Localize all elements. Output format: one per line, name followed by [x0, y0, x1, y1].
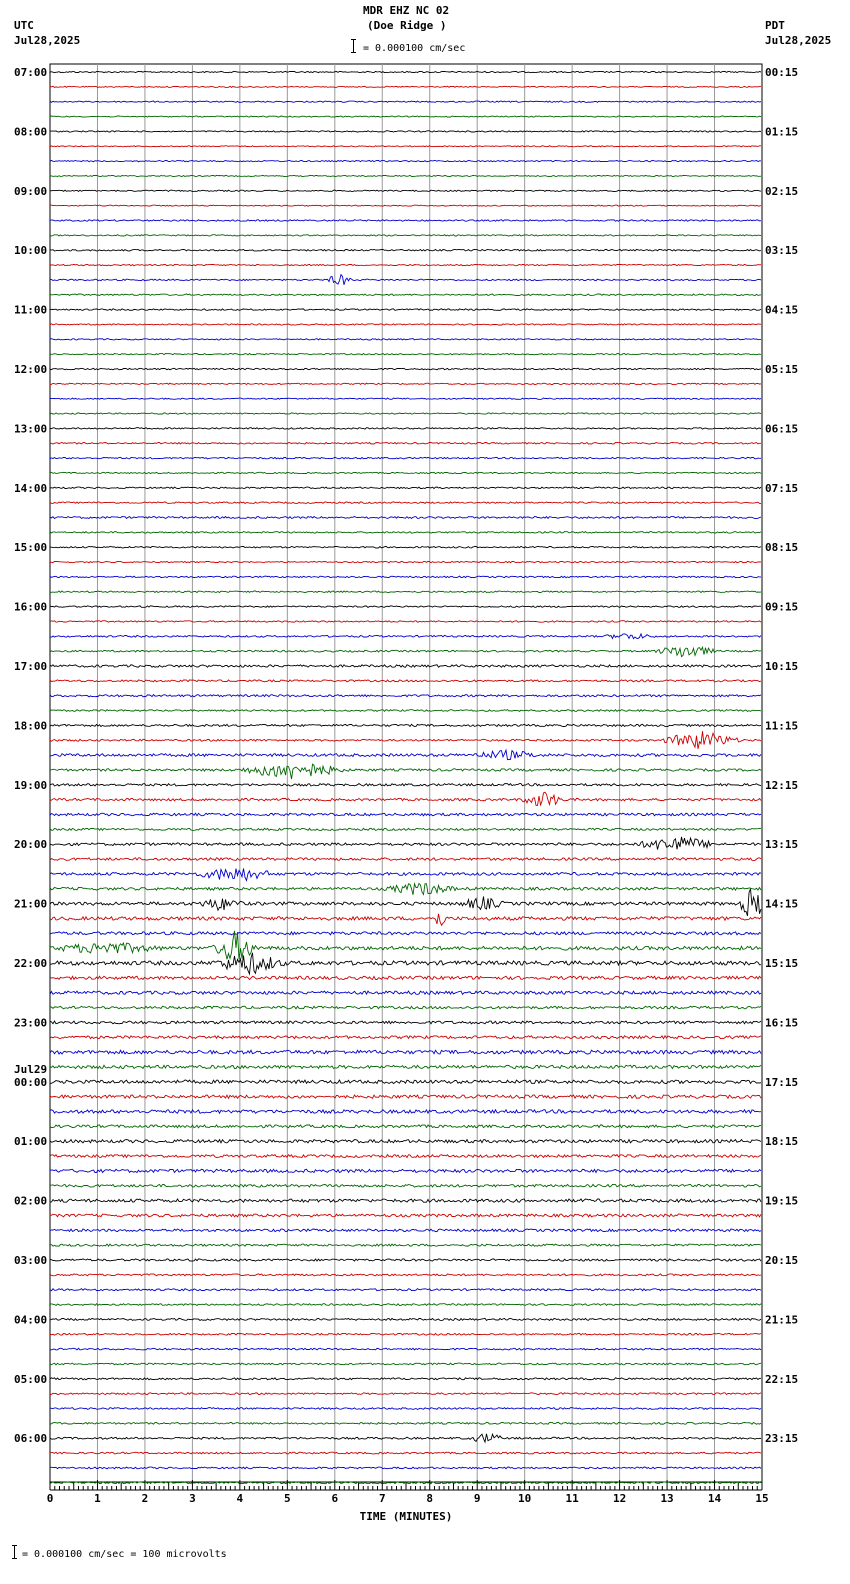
- utc-hour-label: 02:00: [14, 1194, 48, 1208]
- pdt-hour-label: 18:15: [765, 1135, 799, 1149]
- trace-93: [50, 1452, 761, 1454]
- trace-11: [50, 235, 761, 236]
- trace-62: [50, 991, 761, 994]
- trace-23: [50, 413, 761, 414]
- trace-73: [50, 1155, 761, 1158]
- pdt-hour-label: 03:15: [765, 244, 799, 258]
- trace-17: [50, 324, 761, 325]
- x-tick-label: 7: [378, 1492, 386, 1505]
- plot-frame: [50, 64, 762, 1482]
- trace-81: [50, 1274, 761, 1276]
- trace-19: [50, 354, 761, 355]
- pdt-hour-label: 05:15: [765, 363, 799, 376]
- trace-77: [50, 1214, 761, 1217]
- trace-58: [50, 932, 761, 935]
- trace-83: [50, 1304, 761, 1306]
- utc-date-label: Jul29: [14, 1062, 48, 1076]
- trace-28: [50, 487, 761, 489]
- trace-12: [50, 249, 761, 251]
- pdt-hour-label: 15:15: [765, 957, 799, 970]
- trace-67: [50, 1065, 761, 1068]
- utc-hour-label: 01:00: [14, 1135, 48, 1149]
- trace-24: [50, 428, 761, 430]
- utc-hour-label: 04:00: [14, 1313, 48, 1327]
- trace-38: [50, 634, 761, 639]
- utc-hour-label: 10:00: [14, 244, 48, 258]
- pdt-hour-label: 14:15: [765, 897, 799, 911]
- trace-54: [50, 869, 761, 881]
- utc-hour-label: 15:00: [14, 541, 48, 555]
- x-tick-label: 3: [189, 1492, 196, 1505]
- x-tick-label: 11: [565, 1492, 579, 1505]
- left-date: Jul28,2025: [14, 34, 81, 47]
- trace-71: [50, 1125, 761, 1128]
- trace-45: [50, 731, 761, 749]
- x-tick-label: 15: [755, 1492, 769, 1505]
- trace-53: [50, 858, 761, 861]
- trace-57: [50, 914, 761, 925]
- utc-hour-label: 21:00: [14, 897, 48, 911]
- location-title: (Doe Ridge ): [367, 19, 447, 32]
- trace-27: [50, 472, 761, 473]
- trace-80: [50, 1259, 761, 1261]
- x-tick-label: 13: [660, 1492, 674, 1505]
- x-tick-label: 4: [236, 1492, 244, 1505]
- pdt-hour-label: 20:15: [765, 1254, 799, 1267]
- pdt-hour-label: 06:15: [765, 422, 799, 436]
- trace-33: [50, 561, 761, 562]
- trace-7: [50, 175, 761, 176]
- pdt-hour-label: 23:15: [765, 1432, 799, 1446]
- trace-91: [50, 1423, 761, 1425]
- pdt-hour-label: 07:15: [765, 481, 799, 495]
- trace-37: [50, 621, 761, 623]
- trace-90: [50, 1408, 761, 1410]
- x-tick-label: 12: [612, 1492, 627, 1505]
- trace-72: [50, 1140, 761, 1143]
- x-tick-label: 1: [94, 1492, 101, 1505]
- trace-21: [50, 383, 761, 384]
- trace-76: [50, 1199, 761, 1202]
- trace-68: [50, 1080, 761, 1084]
- trace-22: [50, 398, 761, 399]
- trace-88: [50, 1378, 761, 1380]
- left-timezone: UTC: [14, 19, 34, 32]
- utc-hour-label: 14:00: [14, 481, 48, 495]
- trace-92: [50, 1434, 761, 1442]
- trace-41: [50, 680, 761, 682]
- x-tick-label: 0: [46, 1492, 54, 1505]
- trace-9: [50, 205, 761, 206]
- trace-56: [50, 889, 761, 916]
- trace-25: [50, 443, 761, 445]
- utc-hour-label: 16:00: [14, 600, 48, 614]
- trace-84: [50, 1318, 761, 1320]
- pdt-hour-label: 22:15: [765, 1372, 799, 1386]
- utc-hour-label: 09:00: [14, 184, 48, 198]
- trace-20: [50, 368, 761, 370]
- trace-85: [50, 1333, 761, 1335]
- trace-61: [50, 976, 761, 979]
- utc-hour-label: 22:00: [14, 957, 48, 970]
- utc-hour-label: 20:00: [14, 838, 48, 852]
- trace-35: [50, 591, 761, 593]
- utc-hour-label: 18:00: [14, 719, 48, 733]
- right-date: Jul28,2025: [765, 34, 832, 47]
- trace-15: [50, 294, 761, 296]
- trace-32: [50, 546, 761, 548]
- utc-hour-label: 00:00: [14, 1075, 48, 1089]
- trace-55: [50, 883, 761, 894]
- x-tick-label: 5: [284, 1492, 291, 1505]
- trace-3: [50, 116, 761, 117]
- trace-4: [50, 131, 761, 132]
- trace-29: [50, 502, 761, 504]
- trace-40: [50, 665, 761, 667]
- utc-hour-label: 19:00: [14, 778, 48, 792]
- trace-51: [50, 828, 761, 830]
- pdt-hour-label: 21:15: [765, 1313, 799, 1327]
- trace-65: [50, 1036, 761, 1039]
- trace-74: [50, 1169, 761, 1172]
- x-axis-title: TIME (MINUTES): [359, 1510, 453, 1523]
- trace-6: [50, 160, 761, 161]
- trace-34: [50, 576, 761, 578]
- trace-82: [50, 1289, 761, 1291]
- trace-2: [50, 101, 761, 102]
- utc-hour-label: 23:00: [14, 1016, 48, 1030]
- utc-hour-label: 13:00: [14, 422, 48, 436]
- trace-36: [50, 606, 761, 608]
- trace-31: [50, 532, 761, 534]
- trace-70: [50, 1110, 761, 1114]
- utc-hour-label: 08:00: [14, 125, 48, 139]
- trace-14: [50, 275, 761, 285]
- trace-44: [50, 724, 761, 726]
- pdt-hour-label: 11:15: [765, 719, 799, 733]
- trace-5: [50, 146, 761, 147]
- trace-42: [50, 695, 761, 697]
- pdt-hour-label: 13:15: [765, 838, 799, 852]
- trace-78: [50, 1229, 761, 1232]
- pdt-hour-label: 04:15: [765, 303, 799, 317]
- trace-30: [50, 517, 761, 519]
- trace-43: [50, 710, 761, 712]
- footer-scale-note: = 0.000100 cm/sec = 100 microvolts: [22, 1549, 227, 1560]
- trace-50: [50, 813, 761, 816]
- trace-69: [50, 1095, 761, 1098]
- trace-0: [50, 71, 761, 72]
- trace-79: [50, 1244, 761, 1246]
- x-tick-label: 6: [331, 1492, 339, 1505]
- x-tick-label: 8: [426, 1492, 434, 1505]
- pdt-hour-label: 12:15: [765, 778, 799, 792]
- trace-52: [50, 837, 761, 850]
- utc-hour-label: 11:00: [14, 303, 48, 317]
- trace-75: [50, 1184, 761, 1187]
- trace-39: [50, 647, 761, 656]
- pdt-hour-label: 16:15: [765, 1016, 799, 1030]
- station-title: MDR EHZ NC 02: [363, 4, 450, 17]
- x-tick-label: 2: [141, 1492, 149, 1505]
- trace-60: [50, 953, 761, 974]
- utc-hour-label: 03:00: [14, 1254, 48, 1267]
- utc-hour-label: 05:00: [14, 1372, 48, 1386]
- trace-66: [50, 1050, 761, 1054]
- pdt-hour-label: 10:15: [765, 660, 799, 673]
- x-tick-label: 10: [518, 1492, 532, 1505]
- trace-1: [50, 86, 761, 87]
- trace-87: [50, 1363, 761, 1365]
- trace-86: [50, 1348, 761, 1350]
- x-tick-label: 14: [707, 1492, 722, 1505]
- pdt-hour-label: 17:15: [765, 1075, 799, 1089]
- trace-16: [50, 309, 761, 311]
- trace-13: [50, 264, 761, 265]
- trace-8: [50, 190, 761, 191]
- x-tick-label: 9: [473, 1492, 481, 1505]
- utc-hour-label: 06:00: [14, 1432, 48, 1446]
- pdt-hour-label: 02:15: [765, 184, 799, 198]
- trace-10: [50, 220, 761, 222]
- trace-59: [50, 931, 761, 960]
- trace-94: [50, 1467, 761, 1469]
- trace-89: [50, 1393, 761, 1395]
- utc-hour-label: 17:00: [14, 660, 48, 673]
- pdt-hour-label: 01:15: [765, 125, 799, 139]
- trace-64: [50, 1021, 761, 1024]
- right-timezone: PDT: [765, 19, 785, 32]
- trace-49: [50, 792, 761, 805]
- trace-18: [50, 339, 761, 340]
- trace-26: [50, 457, 761, 459]
- pdt-hour-label: 09:15: [765, 600, 799, 614]
- trace-63: [50, 1006, 761, 1009]
- utc-hour-label: 07:00: [14, 66, 48, 79]
- trace-46: [50, 750, 761, 760]
- pdt-hour-label: 00:15: [765, 66, 799, 79]
- pdt-hour-label: 19:15: [765, 1194, 799, 1208]
- trace-47: [50, 764, 761, 779]
- trace-48: [50, 784, 761, 786]
- footer-scale-bar: [14, 1545, 15, 1559]
- scale-text: = 0.000100 cm/sec: [363, 43, 466, 54]
- pdt-hour-label: 08:15: [765, 541, 799, 555]
- utc-hour-label: 12:00: [14, 363, 48, 376]
